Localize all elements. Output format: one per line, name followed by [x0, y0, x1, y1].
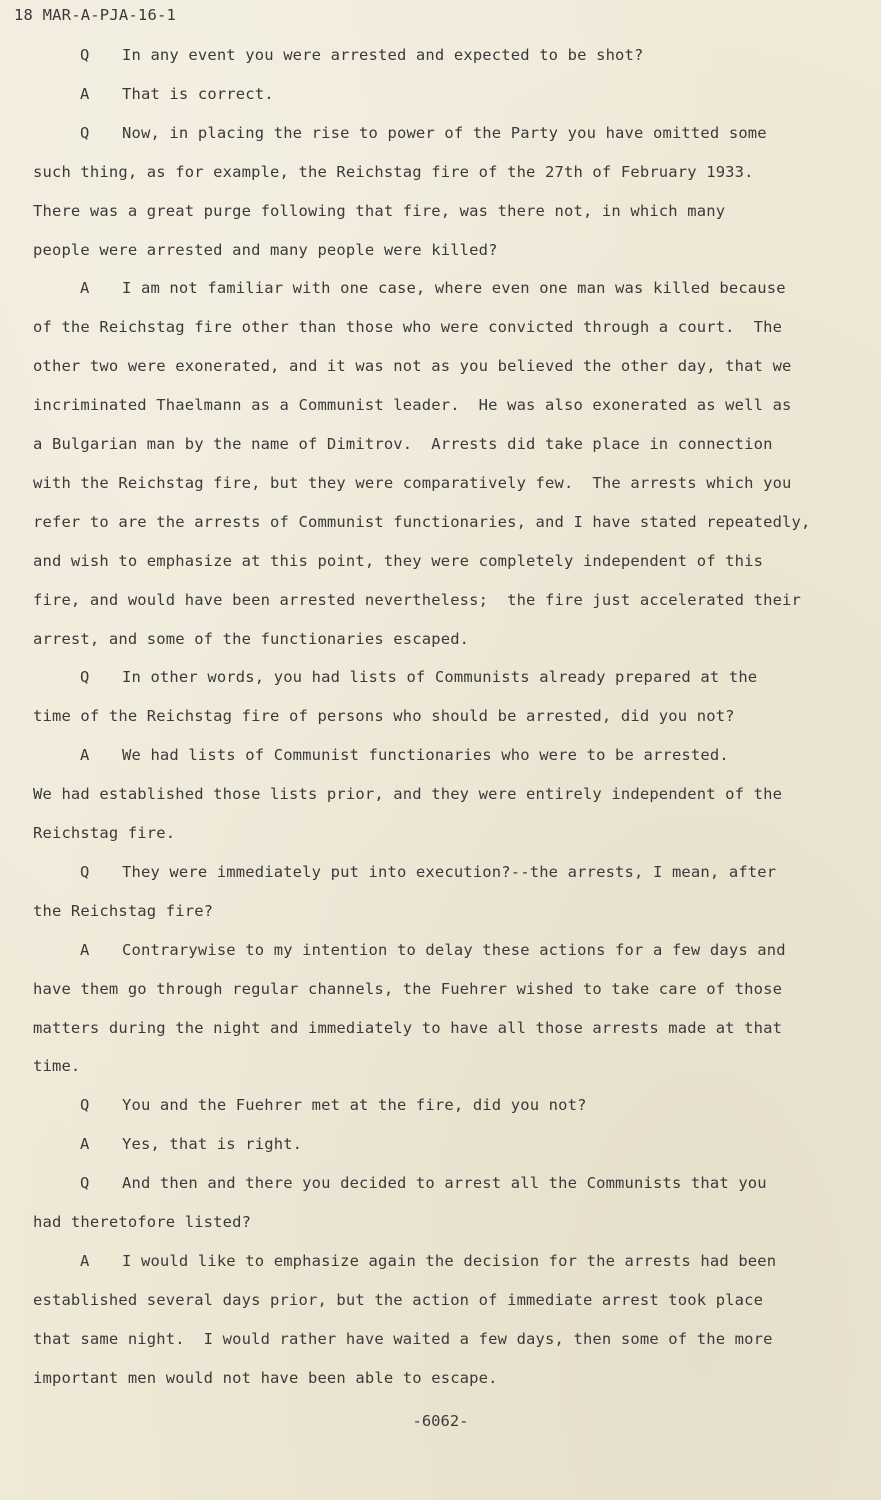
- line-text: Now, in placing the rise to power of the Party you have omitted some: [122, 124, 767, 142]
- transcript-line: [33, 240, 498, 260]
- answer-marker: A: [80, 85, 90, 103]
- transcript-line: [33, 1018, 782, 1038]
- transcript-line: [33, 706, 735, 726]
- transcript-line: [80, 123, 767, 143]
- transcript-line: [33, 473, 792, 493]
- transcript-line: [80, 862, 776, 882]
- line-text: We had established those lists prior, and they were entirely independent of the: [33, 785, 783, 803]
- question-marker: Q: [80, 124, 90, 142]
- transcript-line: [80, 1251, 776, 1271]
- line-text: You and the Fuehrer met at the fire, did you not?: [122, 1096, 587, 1114]
- transcript-line: [33, 590, 801, 610]
- answer-marker: A: [80, 746, 90, 764]
- answer-marker: A: [80, 1252, 90, 1270]
- answer-marker: A: [80, 279, 90, 297]
- line-text: Reichstag fire.: [33, 824, 176, 842]
- line-text: and wish to emphasize at this point, they were completely independent of this: [33, 552, 764, 570]
- transcript-line: [33, 434, 773, 454]
- question-marker: Q: [80, 668, 90, 686]
- line-text: There was a great purge following that fire, was there not, in which many: [33, 202, 726, 220]
- transcript-line: [80, 940, 786, 960]
- line-text: with the Reichstag fire, but they were comparatively few. The arrests which you: [33, 474, 792, 492]
- line-text: had theretofore listed?: [33, 1213, 252, 1231]
- transcript-line: [33, 979, 782, 999]
- line-text: That is correct.: [122, 85, 274, 103]
- line-text: of the Reichstag fire other than those who were convicted through a court. The: [33, 318, 783, 336]
- line-text: the Reichstag fire?: [33, 902, 214, 920]
- line-text: time of the Reichstag fire of persons who should be arrested, did you not?: [33, 707, 735, 725]
- transcript-line: [33, 629, 469, 649]
- line-text: such thing, as for example, the Reichstag fire of the 27th of February 1933.: [33, 163, 754, 181]
- answer-marker: A: [80, 941, 90, 959]
- line-text: people were arrested and many people were killed?: [33, 241, 498, 259]
- transcript-line: [80, 84, 274, 104]
- question-marker: Q: [80, 46, 90, 64]
- line-text: We had lists of Communist functionaries who were to be arrested.: [122, 746, 729, 764]
- transcript-line: [33, 395, 792, 415]
- transcript-line: [33, 1368, 498, 1388]
- transcript-line: [80, 745, 729, 765]
- page-number: -6062-: [412, 1412, 469, 1430]
- line-text: incriminated Thaelmann as a Communist leader. He was also exonerated as well as: [33, 396, 792, 414]
- line-text: have them go through regular channels, the Fuehrer wished to take care of those: [33, 980, 783, 998]
- transcript-line: [33, 823, 175, 843]
- answer-marker: A: [80, 1135, 90, 1153]
- transcript-line: [33, 356, 792, 376]
- line-text: important men would not have been able to escape.: [33, 1369, 498, 1387]
- transcript-line: [33, 162, 754, 182]
- line-text: arrest, and some of the functionaries escaped.: [33, 630, 470, 648]
- line-text: time.: [33, 1057, 81, 1075]
- question-marker: Q: [80, 1174, 90, 1192]
- line-text: refer to are the arrests of Communist functionaries, and I have stated repeatedly,: [33, 513, 811, 531]
- line-text: I would like to emphasize again the decision for the arrests had been: [122, 1252, 777, 1270]
- transcript-line: [33, 1056, 80, 1076]
- transcript-line: [33, 1329, 773, 1349]
- transcript-line: [33, 1212, 251, 1232]
- line-text: In any event you were arrested and expected to be shot?: [122, 46, 644, 64]
- transcript-line: [80, 667, 757, 687]
- question-marker: Q: [80, 1096, 90, 1114]
- line-text: established several days prior, but the action of immediate arrest took place: [33, 1291, 764, 1309]
- transcript-line: [80, 1134, 302, 1154]
- line-text: Yes, that is right.: [122, 1135, 303, 1153]
- transcript-line: [33, 512, 811, 532]
- transcript-line: [33, 551, 763, 571]
- transcript-line: [80, 1095, 587, 1115]
- line-text: And then and there you decided to arrest all the Communists that you: [122, 1174, 767, 1192]
- line-text: that same night. I would rather have waited a few days, then some of the more: [33, 1330, 773, 1348]
- transcript-line: [33, 1290, 763, 1310]
- line-text: fire, and would have been arrested nevertheless; the fire just accelerated their: [33, 591, 802, 609]
- line-text: I am not familiar with one case, where even one man was killed because: [122, 279, 786, 297]
- line-text: a Bulgarian man by the name of Dimitrov. Arrests did take place in connection: [33, 435, 773, 453]
- document-header: 18 MAR-A-PJA-16-1: [14, 6, 177, 24]
- transcript-line: [33, 201, 725, 221]
- transcript-line: [33, 784, 782, 804]
- transcript-line: [80, 278, 786, 298]
- transcript-line: [33, 901, 213, 921]
- line-text: In other words, you had lists of Communists already prepared at the: [122, 668, 758, 686]
- line-text: matters during the night and immediately to have all those arrests made at that: [33, 1019, 783, 1037]
- question-marker: Q: [80, 863, 90, 881]
- line-text: They were immediately put into execution?--the arrests, I mean, after: [122, 863, 777, 881]
- transcript-line: [80, 1173, 767, 1193]
- transcript-line: [33, 317, 782, 337]
- line-text: other two were exonerated, and it was not as you believed the other day, that we: [33, 357, 792, 375]
- line-text: Contrarywise to my intention to delay these actions for a few days and: [122, 941, 786, 959]
- transcript-line: [80, 45, 644, 65]
